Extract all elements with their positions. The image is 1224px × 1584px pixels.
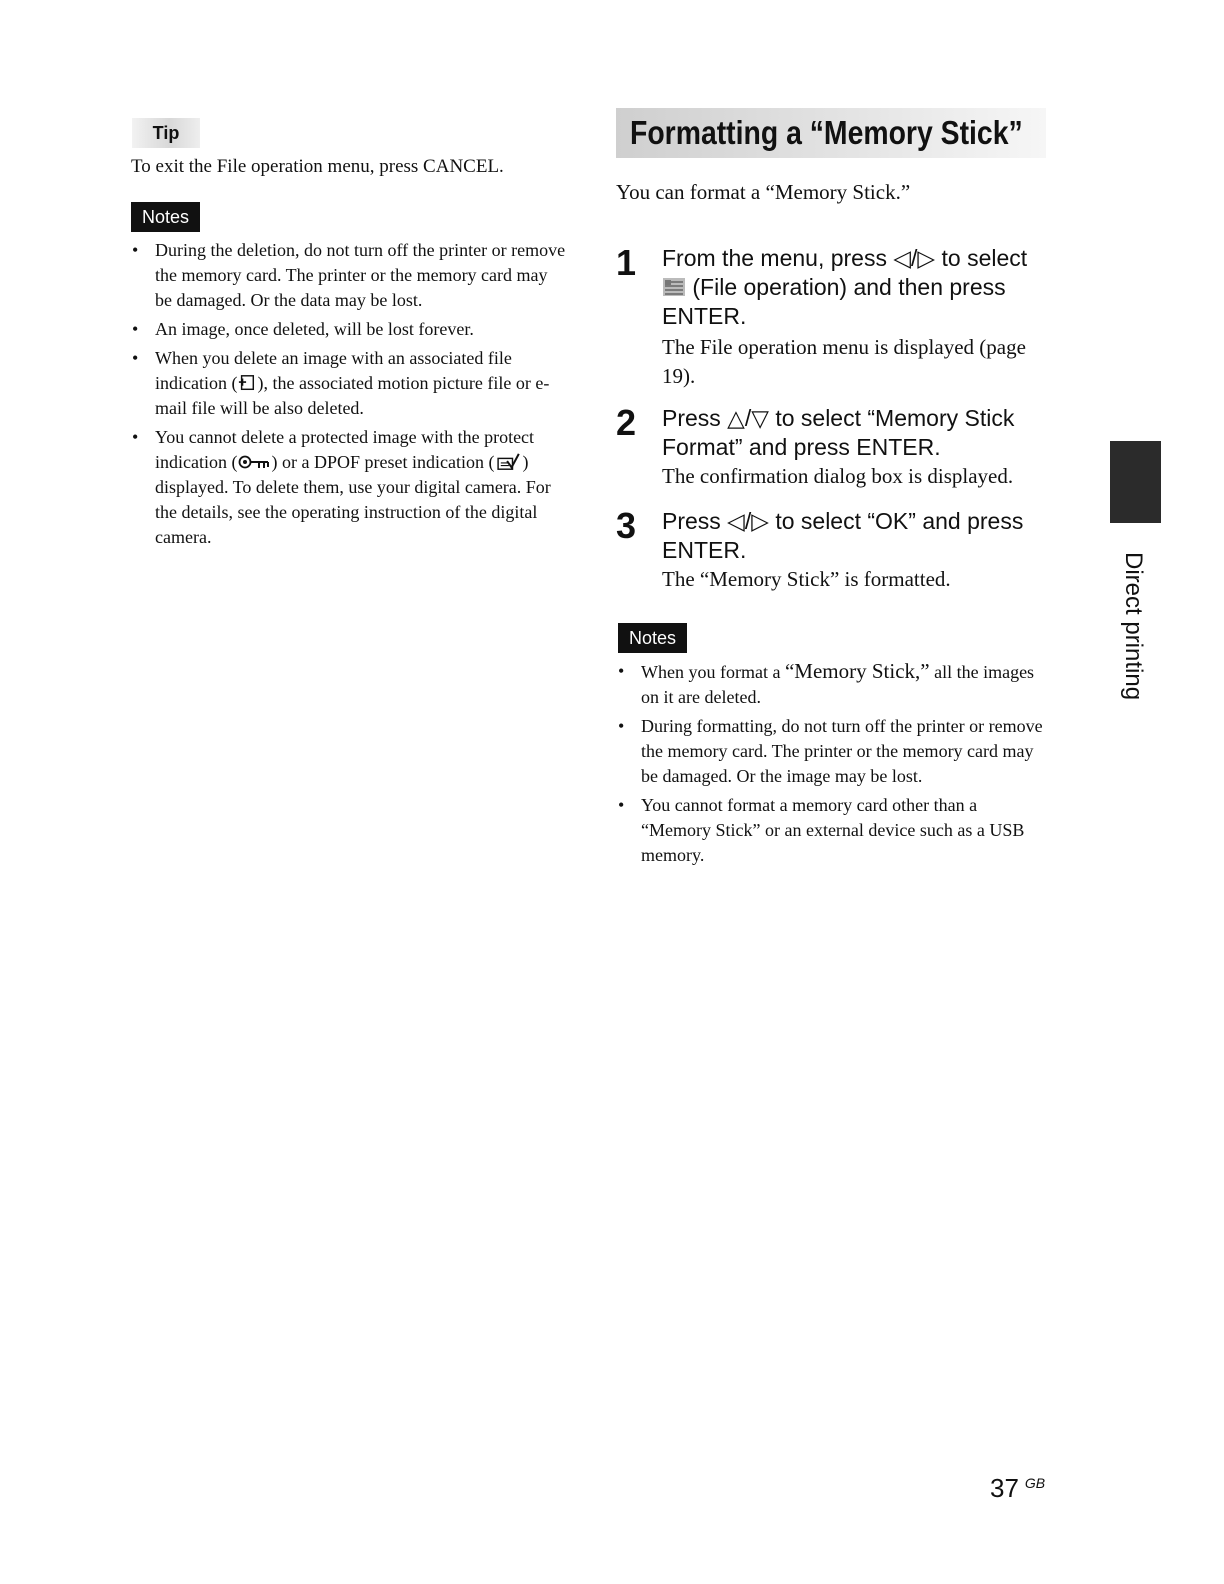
section-title: Formatting a “Memory Stick” bbox=[630, 114, 1023, 151]
notes-list-left bbox=[132, 238, 568, 554]
note-item: • During formatting, do not turn off the printer or remove the memory card. The printer or the memory card may be damaged. Or the image may be lost. bbox=[618, 714, 1048, 789]
step-number: 3 bbox=[616, 505, 637, 546]
note-item: • When you delete an image with an associated file indication ( ), the associated motion picture file or e-mail file will be also deleted. bbox=[132, 346, 568, 421]
file-operation-icon bbox=[662, 277, 686, 297]
notes-list-right bbox=[618, 659, 1048, 872]
step-instruction: Press ◁/▷ to select “OK” and press ENTER. bbox=[662, 508, 1024, 563]
tip-text: To exit the File operation menu, press CANCEL. bbox=[131, 156, 504, 177]
note-item: • You cannot delete a protected image with the protect indication ( ) or a DPOF preset indication ( ) displayed. To delete them, use your digital camera. For the details, see the operating instruction of the digital camera. bbox=[132, 425, 568, 550]
step-instruction: Press △/▽ to select “Memory Stick Format” and press ENTER. bbox=[662, 405, 1015, 460]
page-number: 37 $^{GB}$ bbox=[990, 1473, 1046, 1503]
notes-badge-right: Notes bbox=[618, 623, 687, 653]
step-result: The confirmation dialog box is displayed. bbox=[662, 464, 1014, 488]
dpof-check-icon bbox=[494, 453, 522, 471]
associated-file-icon bbox=[237, 374, 257, 392]
note-item: • You cannot format a memory card other than a “Memory Stick” or an external device such as a USB memory. bbox=[618, 793, 1048, 868]
page-suffix: GB bbox=[1024, 1475, 1046, 1491]
step-result: The “Memory Stick” is formatted. bbox=[662, 567, 951, 591]
chapter-label: Direct printing bbox=[1120, 552, 1147, 701]
step-number: 2 bbox=[616, 402, 637, 443]
step-2 bbox=[616, 404, 1056, 491]
note-item: • When you format a “Memory Stick,” all the images on it are deleted. bbox=[618, 659, 1048, 710]
intro-text: You can format a “Memory Stick.” bbox=[616, 180, 911, 204]
tip-badge: Tip bbox=[132, 118, 200, 148]
step-number: 1 bbox=[616, 242, 637, 283]
step-3 bbox=[616, 507, 1056, 594]
step-1 bbox=[616, 244, 1056, 391]
step-result: The File operation menu is displayed (page 19). bbox=[662, 335, 1026, 388]
note-item: • An image, once deleted, will be lost forever. bbox=[132, 317, 568, 342]
notes-badge-left: Notes bbox=[131, 202, 200, 232]
note-item: • During the deletion, do not turn off the printer or remove the memory card. The printer or the memory card may be damaged. Or the data may be lost. bbox=[132, 238, 568, 313]
step-instruction: From the menu, press ◁/▷ to select (File operation) and then press ENTER. bbox=[662, 245, 1028, 329]
chapter-tab-marker bbox=[1110, 441, 1161, 523]
protect-key-icon bbox=[237, 453, 271, 471]
